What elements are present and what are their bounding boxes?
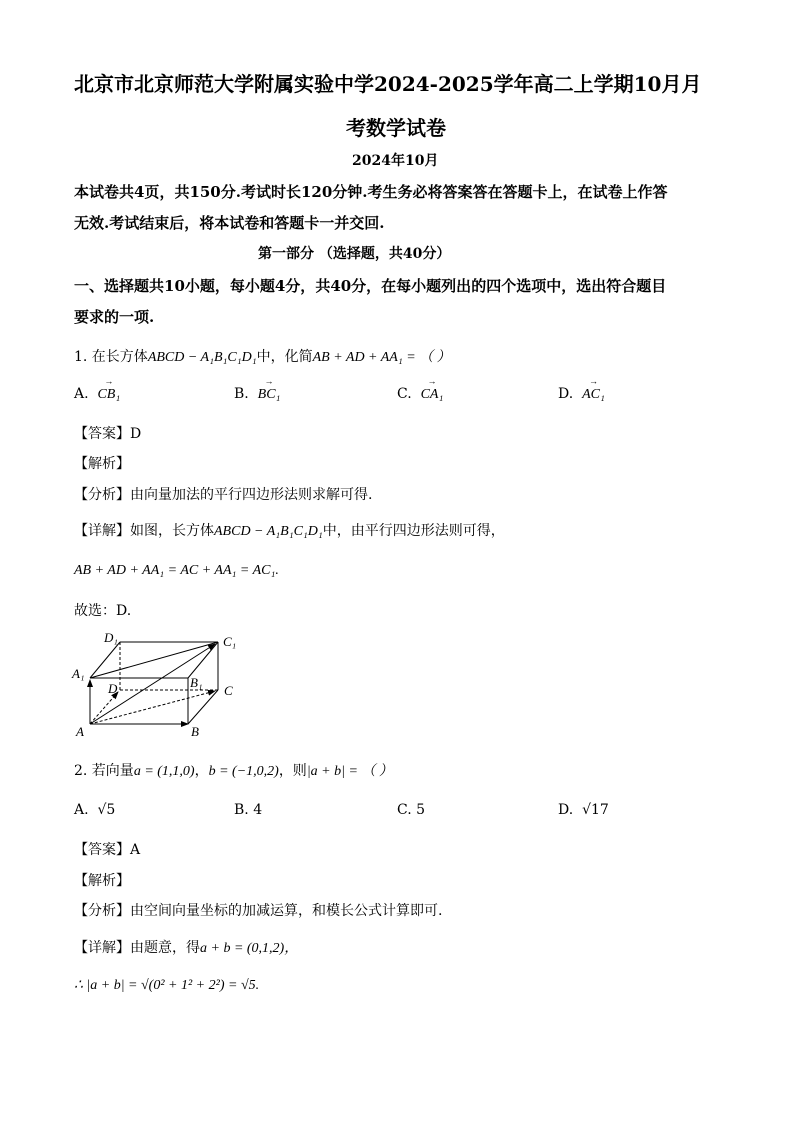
- label-a1: A₁: [72, 666, 85, 681]
- option-value: → CA₁: [421, 387, 444, 403]
- q2-stem: [74, 760, 393, 780]
- detail-expression: a + b = (0,1,2)，: [200, 941, 299, 956]
- q1-stem: [74, 346, 451, 366]
- section-instructions-line1: 一、选择题共10小题，每小题4分，共40分，在每小题列出的四个选项中，选出符合题目: [74, 277, 667, 295]
- analysis-tag: 【分析】: [74, 487, 130, 503]
- q1-option-c: [397, 386, 443, 403]
- q1-answer: [74, 423, 141, 443]
- q1-expression: AB + AD + AA₁ = （ ）: [312, 350, 451, 365]
- label-a: A: [76, 724, 84, 739]
- q2-stem-prefix: 2. 若向量: [74, 763, 134, 779]
- q2-answer: [74, 839, 140, 859]
- option-value: 4: [253, 802, 263, 818]
- analysis-text: 由向量加法的平行四边形法则求解可得.: [130, 487, 373, 503]
- q1-detail: [74, 520, 505, 540]
- option-value: → BC₁: [258, 387, 281, 403]
- answer-value: D: [130, 426, 142, 442]
- q2-vector-a: a = (1,1,0): [133, 764, 195, 779]
- option-label: D.: [558, 386, 574, 402]
- instructions-line1: 本试卷共4页，共150分.考试时长120分钟.考生务必将答案答在答题卡上，在试卷上作答: [74, 183, 668, 201]
- answer-tag: 【答案】: [74, 842, 130, 858]
- label-c: C: [224, 683, 233, 698]
- detail-suffix: 中，由平行四边形法则可得，: [322, 523, 505, 539]
- q2-final: ∴ |a + b| = √(0² + 1² + 2²) = √5.: [74, 978, 260, 993]
- q2-separator: ，: [194, 763, 209, 779]
- detail-tag: 【详解】: [74, 940, 130, 956]
- q1-solid: ABCD − A₁B₁C₁D₁: [147, 350, 257, 365]
- q2-stem-mid: ，则: [278, 763, 307, 779]
- answer-value: A: [130, 842, 141, 858]
- q2-expression: |a + b| = （ ）: [306, 764, 393, 779]
- q2-option-c: [397, 802, 425, 818]
- detail-tag: 【详解】: [74, 523, 130, 539]
- option-label: A.: [74, 386, 89, 402]
- section-instructions-line2: 要求的一项.: [74, 308, 155, 326]
- q2-jiexi-tag: 【解析】: [74, 873, 130, 889]
- instructions-line2: 无效.考试结束后，将本试卷和答题卡一并交回.: [74, 214, 385, 232]
- option-label: C.: [397, 386, 412, 402]
- analysis-text: 由空间向量坐标的加减运算，和模长公式计算即可.: [130, 903, 443, 919]
- option-value: 5: [416, 802, 426, 818]
- q2-option-b: [234, 802, 262, 818]
- q2-vector-b: b = (−1,0,2): [208, 764, 279, 779]
- option-value: √5: [97, 802, 116, 818]
- label-c1: C₁: [223, 634, 237, 649]
- q1-derivation: AB + AD + AA₁ = AC + AA₁ = AC₁.: [74, 563, 279, 578]
- detail-solid: ABCD − A₁B₁C₁D₁: [214, 524, 323, 539]
- option-value: √17: [582, 802, 609, 818]
- q2-detail: [74, 937, 298, 957]
- option-label: D.: [558, 802, 574, 818]
- diag-a1c1: [90, 642, 218, 678]
- option-label: A.: [74, 802, 89, 818]
- edge-bc: [188, 690, 218, 724]
- page-title-line1: 北京市北京师范大学附属实验中学2024-2025学年高二上学期10月月: [74, 72, 702, 96]
- exam-date: 2024年10月: [352, 153, 439, 169]
- answer-tag: 【答案】: [74, 426, 130, 442]
- label-b1: B₁: [190, 675, 203, 690]
- label-d: D: [108, 681, 118, 696]
- analysis-tag: 【分析】: [74, 903, 130, 919]
- q1-option-a: [74, 386, 120, 403]
- q1-option-b: [234, 386, 280, 403]
- cuboid-figure: [70, 628, 250, 740]
- q1-stem-mid: 中，化简: [256, 349, 313, 365]
- vector-ad: [90, 692, 118, 724]
- edge-a1d1: [90, 642, 120, 678]
- page-title-line2: 考数学试卷: [346, 116, 446, 140]
- option-label: B.: [234, 802, 249, 818]
- option-value: → AC₁: [582, 387, 605, 403]
- q2-option-a: [74, 802, 115, 818]
- label-d1: D₁: [104, 630, 118, 645]
- q2-analysis: [74, 900, 442, 920]
- q1-analysis: [74, 484, 372, 504]
- option-label: C.: [397, 802, 412, 818]
- q2-option-d: [558, 802, 609, 818]
- q1-choice: 故选：D.: [74, 603, 132, 619]
- edge-b1c1: [188, 642, 218, 678]
- q1-option-d: [558, 386, 605, 403]
- label-b: B: [191, 724, 199, 739]
- option-label: B.: [234, 386, 249, 402]
- option-value: → CB₁: [97, 387, 120, 403]
- detail-prefix: 由题意，得: [130, 940, 200, 956]
- detail-prefix: 如图，长方体: [130, 523, 214, 539]
- q1-stem-prefix: 1. 在长方体: [74, 349, 148, 365]
- part-heading: 第一部分 （选择题，共40分）: [258, 246, 451, 262]
- q1-jiexi-tag: 【解析】: [74, 456, 130, 472]
